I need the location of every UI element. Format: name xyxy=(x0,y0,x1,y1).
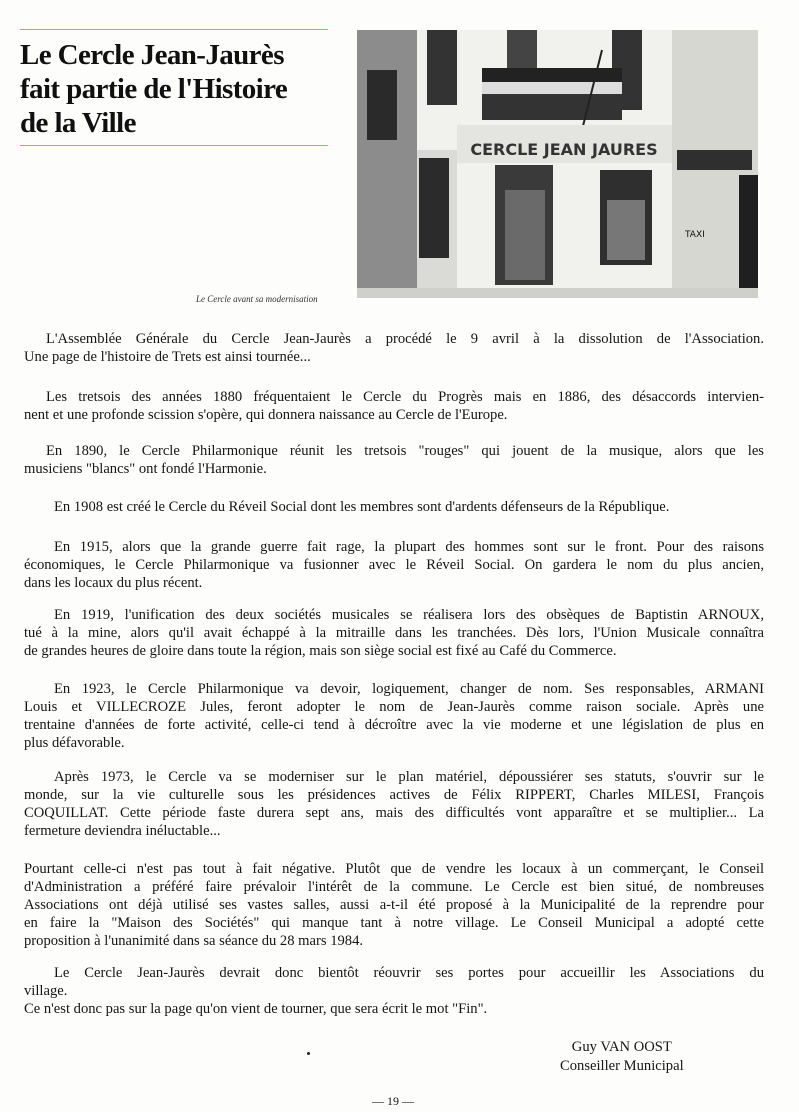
paragraph-line: En 1923, le Cercle Philarmonique va devoir, logiquement, changer de nom. Ses responsables, ARMANI xyxy=(54,681,764,697)
paragraph-line: monde, sur la vie culturelle sous les présidences actives de Félix RIPPERT, Charles MILESI, François xyxy=(24,787,764,803)
paragraph-line: tué à la mine, alors qu'il avait échappé à la mitraille dans les tranchées. Dès lors, l'Union Musicale connaîtra xyxy=(24,625,764,641)
paragraph-line: En 1890, le Cercle Philarmonique réunit les tretsois "rouges" qui jouent de la musique, alors que les xyxy=(46,443,764,459)
paragraph-6 xyxy=(24,606,764,660)
paragraph-line: fermeture deviendra inéluctable... xyxy=(24,823,221,839)
paragraph-line: en faire la "Maison des Sociétés" qui manque tant à notre village. Le Conseil Municipal a adopté cette xyxy=(24,915,764,931)
paragraph-7 xyxy=(24,680,764,752)
paragraph-line: économiques, le Cercle Philarmonique va fusionner avec le Réveil Social. On gardera le nom du plus ancien, xyxy=(24,557,764,573)
paragraph-line: L'Assemblée Générale du Cercle Jean-Jaurès a procédé le 9 avril à la dissolution de l'Association. xyxy=(46,331,764,347)
paragraph-line: Ce n'est donc pas sur la page qu'on vient de tourner, que sera écrit le mot "Fin". xyxy=(24,1001,488,1017)
paragraph-line: En 1919, l'unification des deux sociétés musicales se réalisera lors des obsèques de Baptistin ARNOUX, xyxy=(54,607,764,623)
paragraph-8 xyxy=(24,768,764,840)
paragraph-9 xyxy=(24,860,764,950)
paragraph-line: d'Administration a préféré faire prévaloir l'intérêt de la commune. Le Cercle est bien situé, de nombreuses xyxy=(24,879,764,895)
building-photo-drawing xyxy=(357,30,758,298)
signature-block xyxy=(560,1038,684,1076)
taxi-sign-text: TAXI xyxy=(685,230,705,240)
title-line-2: fait partie de l'Histoire xyxy=(20,73,288,105)
paragraph-line: Le Cercle Jean-Jaurès devrait donc bientôt réouvrir ses portes pour accueillir les Associations du xyxy=(54,965,764,981)
title-line-1: Le Cercle Jean-Jaurès xyxy=(20,39,284,71)
page-number: — 19 — xyxy=(372,1094,414,1108)
paragraph-line: de grandes heures de gloire dans toute la région, mais son siège social est fixé au Café du Commerce. xyxy=(24,643,617,659)
paragraph-line: COQUILLAT. Cette période faste durera sept ans, mais des difficultés vont apparaître et se multiplier... La xyxy=(24,805,764,821)
title-line-3: de la Ville xyxy=(20,107,136,139)
title-top-rule xyxy=(20,29,328,30)
paragraph-line: En 1908 est créé le Cercle du Réveil Social dont les membres sont d'ardents défenseurs de la République. xyxy=(54,499,670,515)
paragraph-line: Après 1973, le Cercle va se moderniser sur le plan matériel, dépoussiérer ses statuts, s'ouvrir sur le xyxy=(54,769,764,785)
paragraph-line: proposition à l'unanimité dans sa séance du 28 mars 1984. xyxy=(24,933,364,949)
building-photo xyxy=(357,30,758,298)
signature-role: Conseiller Municipal xyxy=(560,1058,684,1074)
paragraph-line: Louis et VILLECROZE Jules, feront adopter le nom de Jean-Jaurès comme raison sociale. Après une xyxy=(24,699,764,715)
article-title xyxy=(20,38,340,140)
paragraph-10 xyxy=(24,964,764,1018)
paragraph-line: nent et une profonde scission s'opère, qui donnera naissance au Cercle de l'Europe. xyxy=(24,407,508,423)
stray-dot xyxy=(307,1052,310,1055)
paragraph-line: plus défavorable. xyxy=(24,735,125,751)
paragraph-3 xyxy=(24,442,764,478)
paragraph-2 xyxy=(24,388,764,424)
paragraph-line: trentaine d'années de forte activité, celle-ci tend à décroître avec la vie moderne et une législation de plus en xyxy=(24,717,764,733)
paragraph-line: En 1915, alors que la grande guerre fait rage, la plupart des hommes sont sur le front. Pour des raisons xyxy=(54,539,764,555)
paragraph-5 xyxy=(24,538,764,592)
photo-caption: Le Cercle avant sa modernisation xyxy=(196,294,318,304)
paragraph-line: Pourtant celle-ci n'est pas tout à fait négative. Plutôt que de vendre les locaux à un commerçant, le Conseil xyxy=(24,861,764,877)
paragraph-line: dans les locaux du plus récent. xyxy=(24,575,203,591)
signature-name: Guy VAN OOST xyxy=(571,1039,672,1055)
paragraph-line: Les tretsois des années 1880 fréquentaient le Cercle du Progrès mais en 1886, des désaccords intervien- xyxy=(46,389,764,405)
paragraph-1 xyxy=(24,330,764,366)
title-bottom-rule xyxy=(20,145,328,146)
building-sign-text: CERCLE JEAN JAURES xyxy=(470,140,658,159)
paragraph-4 xyxy=(24,498,764,516)
paragraph-line: musiciens "blancs" ont fondé l'Harmonie. xyxy=(24,461,267,477)
paragraph-line: Une page de l'histoire de Trets est ainsi tournée... xyxy=(24,349,311,365)
paragraph-line: village. xyxy=(24,983,68,999)
paragraph-line: Associations ont déjà utilisé ses vastes salles, aussi a-t-il été proposé à la Municipalité de la reprendre pour xyxy=(24,897,764,913)
